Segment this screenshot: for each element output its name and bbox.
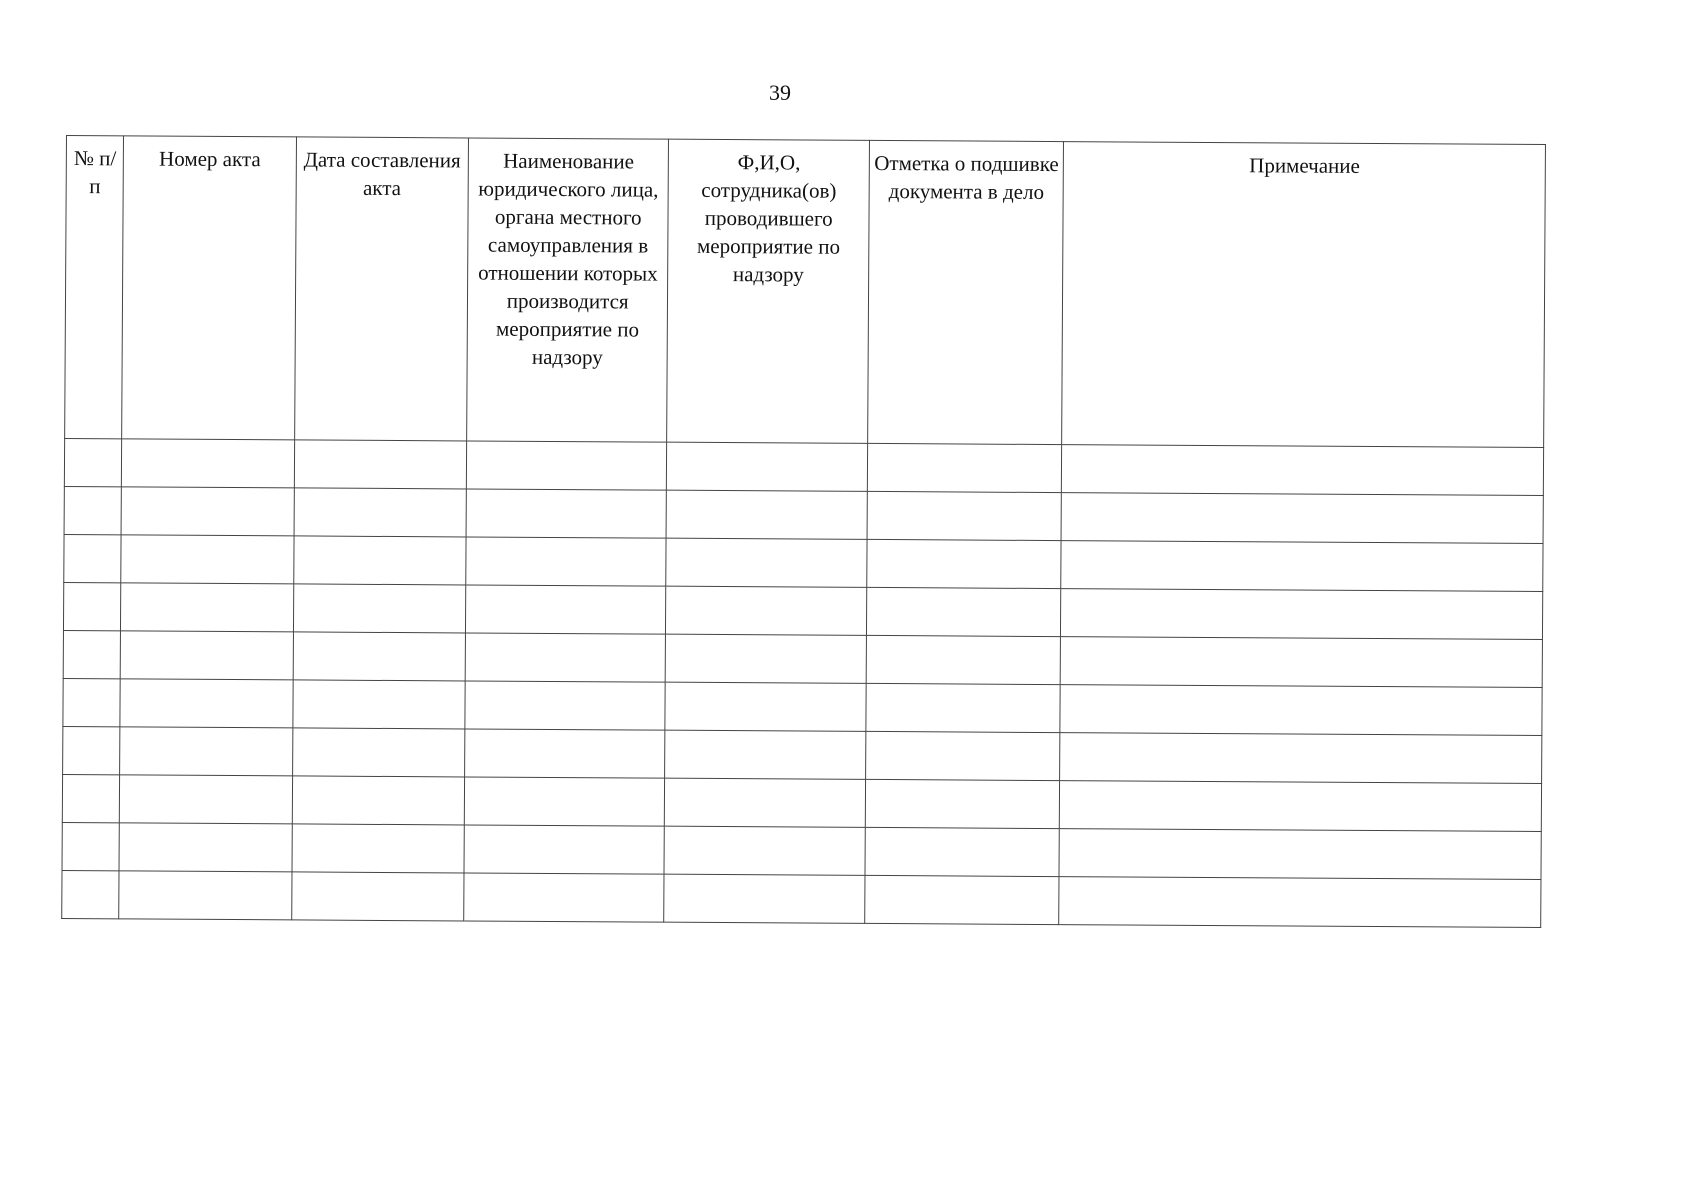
- header-label: Наименование юридического лица, органа местного самоуправления в отношении которых производится мероприятие по надзору: [478, 148, 659, 370]
- header-legal-entity: [467, 138, 669, 442]
- table-cell[interactable]: [665, 730, 866, 779]
- table-cell[interactable]: [866, 635, 1061, 684]
- table-cell[interactable]: [292, 776, 465, 825]
- table-cell[interactable]: [665, 682, 866, 731]
- table-cell[interactable]: [867, 491, 1062, 540]
- table-cell[interactable]: [63, 582, 121, 630]
- table-cell[interactable]: [64, 486, 122, 534]
- table-cell[interactable]: [63, 630, 121, 678]
- table-cell[interactable]: [294, 440, 467, 489]
- table-cell[interactable]: [466, 489, 667, 538]
- table-cell[interactable]: [464, 777, 665, 826]
- table-row: [62, 870, 1541, 927]
- header-note: [1062, 142, 1545, 448]
- header-row-number: [65, 136, 124, 439]
- table-cell[interactable]: [63, 726, 121, 774]
- table-cell[interactable]: [293, 584, 466, 633]
- header-label: № п/п: [73, 146, 117, 199]
- header-employee-name: [667, 139, 869, 443]
- table-cell[interactable]: [62, 822, 120, 870]
- table-cell[interactable]: [294, 488, 467, 537]
- table-cell[interactable]: [867, 443, 1062, 492]
- table-header-row: [65, 136, 1546, 448]
- table-cell[interactable]: [120, 775, 293, 824]
- page-number: 39: [769, 80, 791, 105]
- table-cell[interactable]: [664, 826, 865, 875]
- table-cell[interactable]: [293, 632, 466, 681]
- header-label: Примечание: [1249, 153, 1360, 178]
- table-cell[interactable]: [465, 633, 666, 682]
- table-cell[interactable]: [120, 727, 293, 776]
- table-cell[interactable]: [293, 536, 466, 585]
- table-cell[interactable]: [1060, 781, 1542, 832]
- table-cell[interactable]: [1062, 445, 1544, 496]
- table-cell[interactable]: [1061, 589, 1543, 640]
- table-cell[interactable]: [465, 729, 666, 778]
- table-cell[interactable]: [293, 680, 466, 729]
- table-cell[interactable]: [64, 534, 122, 582]
- header-label: Номер акта: [159, 146, 261, 172]
- table-cell[interactable]: [1061, 541, 1543, 592]
- table-cell[interactable]: [866, 683, 1061, 732]
- table-cell[interactable]: [667, 442, 868, 491]
- table-cell[interactable]: [62, 774, 120, 822]
- table-cell[interactable]: [665, 778, 866, 827]
- table-cell[interactable]: [122, 439, 295, 488]
- table-cell[interactable]: [121, 583, 294, 632]
- table-cell[interactable]: [666, 538, 867, 587]
- table-cell[interactable]: [866, 731, 1061, 780]
- table-cell[interactable]: [1059, 829, 1541, 880]
- table-cell[interactable]: [666, 634, 867, 683]
- table-cell[interactable]: [466, 441, 667, 490]
- table-cell[interactable]: [119, 871, 292, 920]
- table-cell[interactable]: [120, 679, 293, 728]
- table-cell[interactable]: [464, 873, 665, 922]
- table-cell[interactable]: [292, 824, 465, 873]
- table-cell[interactable]: [666, 586, 867, 635]
- header-act-date: [294, 137, 468, 441]
- table-cell[interactable]: [121, 487, 294, 536]
- table-cell[interactable]: [465, 585, 666, 634]
- header-filing-mark: [868, 140, 1064, 444]
- table-cell[interactable]: [664, 874, 865, 923]
- header-label: Дата составления акта: [303, 147, 461, 201]
- table-cell[interactable]: [865, 779, 1060, 828]
- table-cell[interactable]: [667, 490, 868, 539]
- header-act-number: [122, 136, 296, 440]
- table-cell[interactable]: [867, 539, 1062, 588]
- table-cell[interactable]: [1059, 877, 1541, 928]
- table-cell[interactable]: [291, 872, 464, 921]
- table-cell[interactable]: [1061, 637, 1543, 688]
- table-cell[interactable]: [464, 825, 665, 874]
- header-label: Ф,И,О, сотрудника(ов) проводившего мероприятие по надзору: [696, 150, 841, 287]
- table-cell[interactable]: [865, 827, 1060, 876]
- inspection-acts-register-table: [61, 135, 1546, 928]
- table-cell[interactable]: [64, 438, 122, 486]
- table-cell[interactable]: [121, 535, 294, 584]
- header-label: Отметка о подшивке документа в дело: [874, 150, 1059, 204]
- table-cell[interactable]: [62, 870, 120, 918]
- table-cell[interactable]: [865, 875, 1060, 924]
- table-cell[interactable]: [63, 678, 121, 726]
- table-cell[interactable]: [1060, 685, 1542, 736]
- table-cell[interactable]: [866, 587, 1061, 636]
- table-cell[interactable]: [466, 537, 667, 586]
- table-cell[interactable]: [119, 823, 292, 872]
- table-cell[interactable]: [1060, 733, 1542, 784]
- table-cell[interactable]: [292, 728, 465, 777]
- table-cell[interactable]: [121, 631, 294, 680]
- table-cell[interactable]: [1061, 493, 1543, 544]
- table-cell[interactable]: [465, 681, 666, 730]
- table-body: [62, 438, 1544, 927]
